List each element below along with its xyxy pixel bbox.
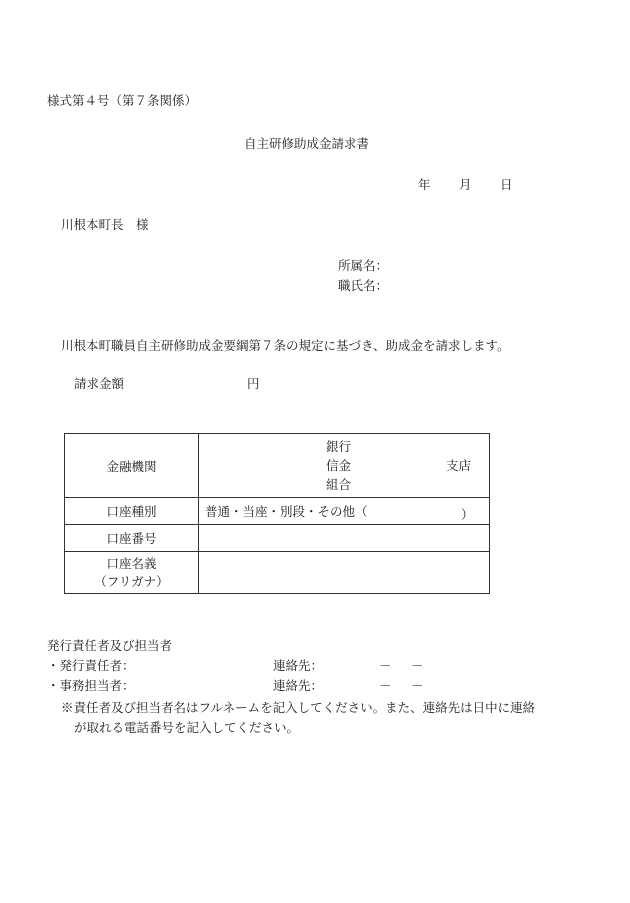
note-line-1: ※責任者及び担当者名はフルネームを記入してください。また、連絡先は日中に連絡 — [61, 700, 536, 715]
account-number-label: 口座番号 — [65, 525, 199, 552]
institution-type-bank: 銀行 — [326, 439, 352, 454]
institution-field[interactable] — [199, 434, 490, 498]
form-number: 様式第４号（第７条関係） — [47, 93, 198, 108]
institution-label: 金融機関 — [65, 434, 199, 498]
account-name-field[interactable] — [199, 552, 490, 594]
account-name-label — [65, 552, 199, 594]
date-day: 日 — [500, 177, 513, 192]
issuer-dash-2: － — [411, 658, 424, 673]
account-name-text: 口座名義 — [106, 555, 157, 571]
job-title-label: 職氏名： — [338, 278, 389, 293]
date-year: 年 — [418, 177, 431, 192]
account-type-label: 口座種別 — [65, 498, 199, 525]
issuer-contact-label: 連絡先： — [273, 658, 324, 673]
affiliation-label: 所属名： — [338, 258, 389, 273]
yen-unit: 円 — [247, 376, 260, 391]
amount-label: 請求金額 — [74, 376, 125, 391]
institution-type-kumiai: 組合 — [326, 477, 352, 492]
account-type-close: ） — [461, 507, 474, 522]
addressee: 川根本町長 様 — [61, 217, 149, 232]
account-type-options: 普通・当座・別段・その他（ — [205, 504, 368, 519]
note-line-2: が取れる電話番号を記入してください。 — [74, 720, 300, 735]
bank-account-table — [64, 433, 490, 594]
account-type-field[interactable] — [199, 498, 490, 525]
page-title: 自主研修助成金請求書 — [244, 136, 370, 151]
clerk-contact-label: 連絡先： — [273, 678, 324, 693]
institution-type-shinkin: 信金 — [326, 458, 352, 473]
clerk-label: ・事務担当者： — [47, 678, 135, 693]
issuer-dash-1: － — [379, 658, 392, 673]
date-month: 月 — [459, 177, 472, 192]
statement: 川根本町職員自主研修助成金要綱第７条の規定に基づき、助成金を請求します。 — [61, 338, 510, 353]
branch-label: 支店 — [446, 458, 472, 473]
account-number-field[interactable] — [199, 525, 490, 552]
clerk-dash-1: － — [379, 678, 392, 693]
clerk-dash-2: － — [411, 678, 424, 693]
account-name-kana-text: （フリガナ） — [94, 573, 169, 589]
issuer-label: ・発行責任者： — [47, 658, 135, 673]
responsible-heading: 発行責任者及び担当者 — [47, 638, 173, 653]
